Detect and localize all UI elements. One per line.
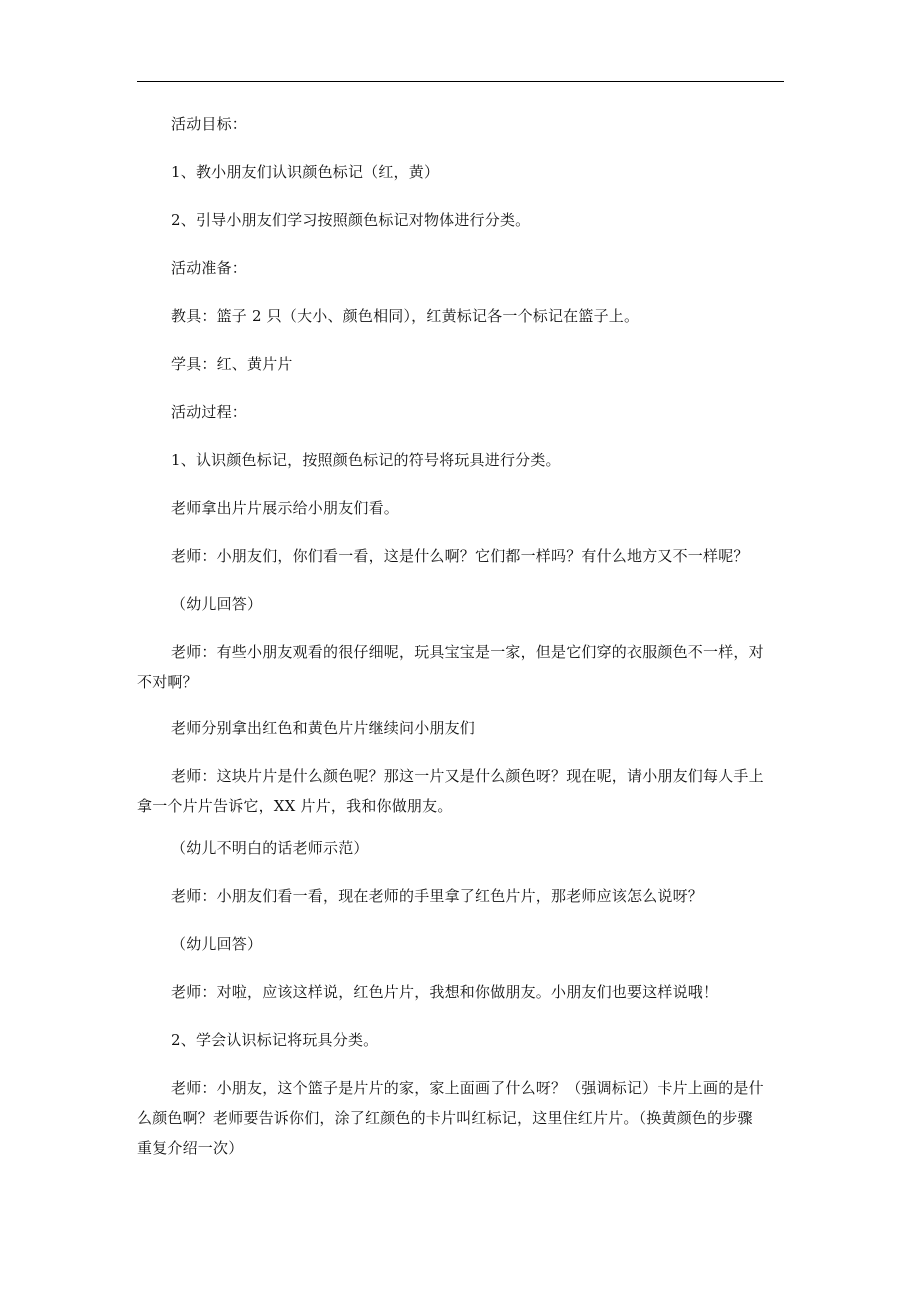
paragraph-step-2: 2、学会认识标记将玩具分类。 — [171, 1031, 379, 1049]
paragraph-teacher-question-2: 老师：这块片片是什么颜色呢？那这一片又是什么颜色呀？现在呢，请小朋友们每人手上拿一个片片告诉它，XX 片片，我和你做朋友。 — [137, 767, 764, 815]
paragraph-teacher-question-1: 老师：小朋友们，你们看一看，这是什么啊？它们都一样吗？有什么地方又不一样呢？ — [171, 547, 749, 565]
paragraph-prep-heading: 活动准备： — [171, 259, 248, 277]
paragraph-red-yellow-cards: 老师分别拿出红色和黄色片片继续问小朋友们 — [171, 719, 476, 737]
paragraph-teacher-remark: 老师：有些小朋友观看的很仔细呢，玩具宝宝是一家，但是它们穿的衣服颜色不一样，对不对啊？ — [137, 643, 764, 691]
paragraph-goal-1: 1、教小朋友们认识颜色标记（红，黄） — [171, 163, 440, 181]
paragraph-teacher-demo: （幼儿不明白的话老师示范） — [171, 839, 369, 857]
paragraph-goals-heading: 活动目标： — [171, 115, 248, 133]
paragraph-children-answer-1: （幼儿回答） — [171, 595, 263, 613]
paragraph-children-answer-2: （幼儿回答） — [171, 935, 263, 953]
header-rule — [137, 81, 784, 82]
paragraph-teacher-confirm: 老师：对啦，应该这样说，红色片片，我想和你做朋友。小朋友们也要这样说哦！ — [171, 983, 719, 1001]
paragraph-teacher-basket: 老师：小朋友，这个篮子是片片的家，家上面画了什么呀？（强调标记）卡片上画的是什么颜色啊？老师要告诉你们，涂了红颜色的卡片叫红标记，这里住红片片。（换黄颜色的步骤重复介绍一次） — [137, 1079, 764, 1157]
paragraph-goal-2: 2、引导小朋友们学习按照颜色标记对物体进行分类。 — [171, 211, 531, 229]
paragraph-process-heading: 活动过程： — [171, 403, 248, 421]
paragraph-step-1: 1、认识颜色标记，按照颜色标记的符号将玩具进行分类。 — [171, 451, 561, 469]
paragraph-teacher-question-3: 老师：小朋友们看一看，现在老师的手里拿了红色片片，那老师应该怎么说呀？ — [171, 887, 704, 905]
paragraph-learning-tools: 学具：红、黄片片 — [171, 355, 293, 373]
paragraph-teaching-tools: 教具：篮子 2 只（大小、颜色相同），红黄标记各一个标记在篮子上。 — [171, 307, 640, 325]
paragraph-show-cards: 老师拿出片片展示给小朋友们看。 — [171, 499, 400, 517]
